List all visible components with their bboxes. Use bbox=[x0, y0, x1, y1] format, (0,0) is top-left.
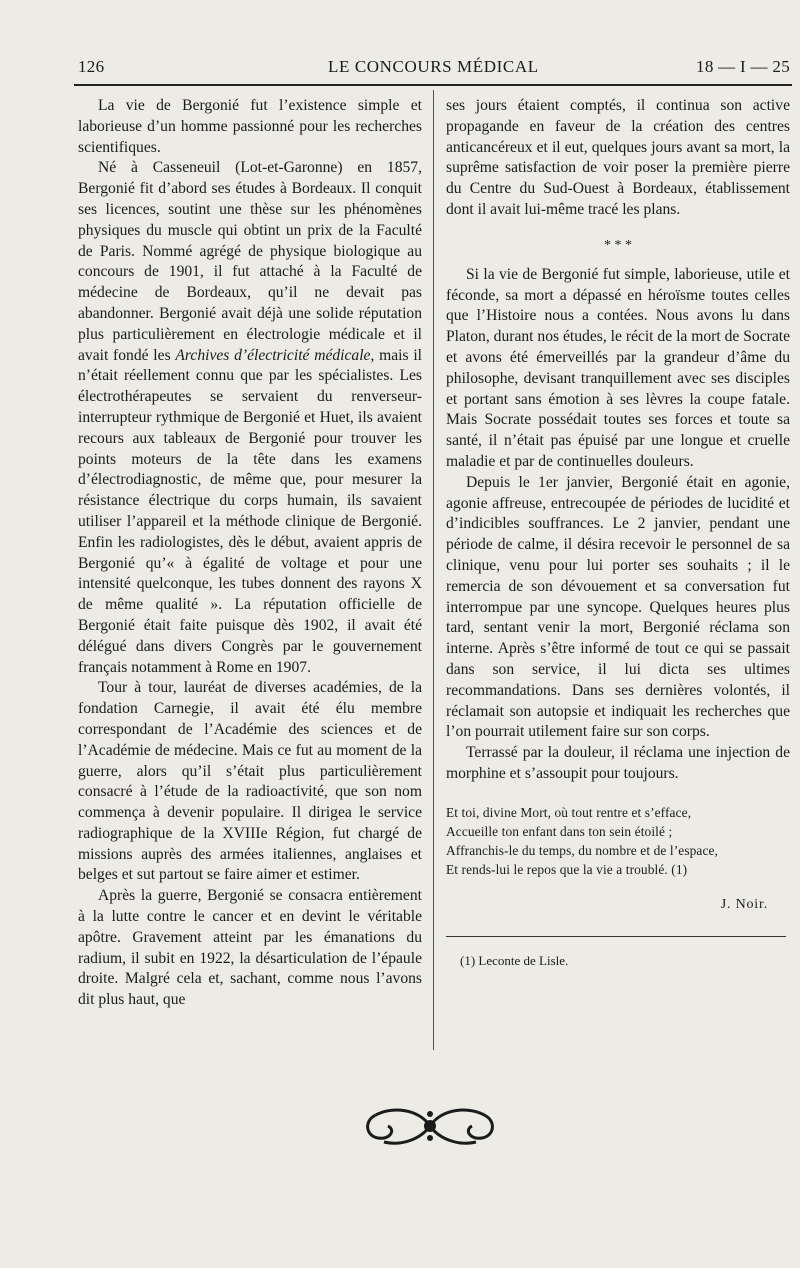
author-signature: J. Noir. bbox=[720, 896, 768, 912]
flourish-ornament-icon bbox=[360, 1100, 500, 1152]
paragraph-text: Né à Casseneuil (Lot-et-Garonne) en 1857, Bergonié fit d’abord ses études à Bordeaux. Il conquit ses licences, soutint une thèse sur les phénomènes physiques du muscle qui obtint un prix de la Faculté de Paris. Nommé agrégé de physique biologique au concours de 1901, il fut attaché à la Faculté de médecine de Bordeaux, qu’il ne devait pas abandonner. Bergonié avait déjà une solide réputation plus particulièrement en électrologie médicale et il avait fondé les bbox=[78, 159, 422, 364]
right-column bbox=[446, 96, 790, 971]
poem bbox=[446, 803, 790, 879]
footnote: (1) Leconte de Lisle. bbox=[460, 952, 569, 968]
left-column bbox=[78, 96, 422, 1011]
paragraph: Terrassé par la douleur, il réclama une injection de morphine et s’assoupit pour toujours. bbox=[446, 744, 790, 782]
page-header bbox=[78, 57, 790, 81]
poem-line: Accueille ton enfant dans ton sein étoilé ; bbox=[446, 823, 673, 839]
poem-line: Et toi, divine Mort, où tout rentre et s’efface, bbox=[446, 804, 692, 820]
paragraph: La vie de Bergonié fut l’existence simple et laborieuse d’un homme passionné pour les recherches scientifiques. bbox=[78, 97, 422, 156]
paragraph: Tour à tour, lauréat de diverses académies, de la fondation Carnegie, il avait été élu membre correspondant de l’Académie des sciences et de l’Académie de médecine. Mais ce fut au moment de la guerre, alors qu’il s’était plus particulièrement consacré à l’étude de la radioactivité, que son nom commença à devenir populaire. Il dirigea le service radiographique de la XVIIIe Région, fut chargé de missions auprès des armées italiennes, anglaises et belges et sut partout se faire aimer et estimer. bbox=[78, 679, 422, 884]
issue-date: 18 — I — 25 bbox=[696, 57, 790, 76]
journal-title: LE CONCOURS MÉDICAL bbox=[328, 57, 539, 76]
section-separator: * * * bbox=[604, 237, 632, 253]
paragraph: Après la guerre, Bergonié se consacra entièrement à la lutte contre le cancer et en devint le véritable apôtre. Gravement atteint par les émanations du radium, il subit en 1922, la désarticulation de l’épaule droite. Malgré cela et, sachant, comme nous l’avons dit plus haut, que bbox=[78, 887, 422, 1009]
journal-name: Archives d’électricité médicale bbox=[175, 346, 371, 364]
paragraph: Si la vie de Bergonié fut simple, laborieuse, utile et féconde, sa mort a dépassé en héroïsme toutes celles que l’Histoire nous a contées. Nous avons lu dans Platon, durant nos études, le récit de la mort de Socrate et avons été émerveillés par la grandeur d’âme du philosophe, devisant tranquillement avec ses disciples et portant sans émotion à ses lèvres la coupe fatale. Mais Socrate possédait toutes ses forces et toute sa santé, il n’était pas épuisé par une longue et cruelle maladie et par de continuelles douleurs. bbox=[446, 265, 790, 470]
page-number: 126 bbox=[78, 57, 105, 76]
header-rule bbox=[74, 84, 792, 86]
paragraph bbox=[78, 158, 422, 678]
paragraph: ses jours étaient comptés, il continua son active propagande en faveur de la création des centres anticancéreux et il eut, quelques jours avant sa mort, la suprême satisfaction de voir poser la première pierre du Centre du Sud-Ouest à Bordeaux, établissement dont il avait lui-même tracé les plans. bbox=[446, 97, 790, 218]
paragraph-text: , mais il n’était réellement connu que par les spécialistes. Les électrothérapeutes se servaient du renverseur-interrupteur rythmique de Bergonié et Huet, ils avaient recours aux tableaux de Bergonié pour trouver les points moteurs de la tête dans les examens d’électrodiagnostic, de même que, pour mesurer la résistance électrique du corps humain, ils savaient utiliser l’appareil et la méthode clinique de Bergonié. Enfin les radiologistes, dès le début, avaient appris de Bergonié qu’« à égalité de voltage et pour une intensité quelconque, les tubes donnent des rayons X de même qualité ». La réputation officielle de Bergonié était faite puisque dès 1902, il avait été délégué dans divers Congrès par le gouvernement français notamment à Rome en 1907. bbox=[78, 346, 423, 676]
poem-line: Et rends-lui le repos que la vie a troublé. (1) bbox=[446, 861, 688, 877]
paragraph: Depuis le 1er janvier, Bergonié était en agonie, agonie affreuse, entrecoupée de périodes de lucidité et d’indicibles souffrances. Le 2 janvier, pendant une période de calme, il désira recevoir le personnel de sa clinique, venu pour lui porter ses souhaits ; il le remercia de son dévouement et sa conversation fut interrompue par une syncope. Quelques heures plus tard, sentant venir la mort, Bergonié réclama son interne. Après s’être informé de tout ce qui se passait dans son service, il lui dicta ses ultimes recommandations. Dans ses dernières volontés, il réclamait son autopsie et indiquait les recherches que l’on pourrait utilement faire sur son corps. bbox=[446, 473, 790, 741]
poem-line: Affranchis-le du temps, du nombre et de l’espace, bbox=[446, 842, 718, 858]
column-divider bbox=[433, 90, 434, 1050]
footnote-rule bbox=[446, 936, 786, 937]
